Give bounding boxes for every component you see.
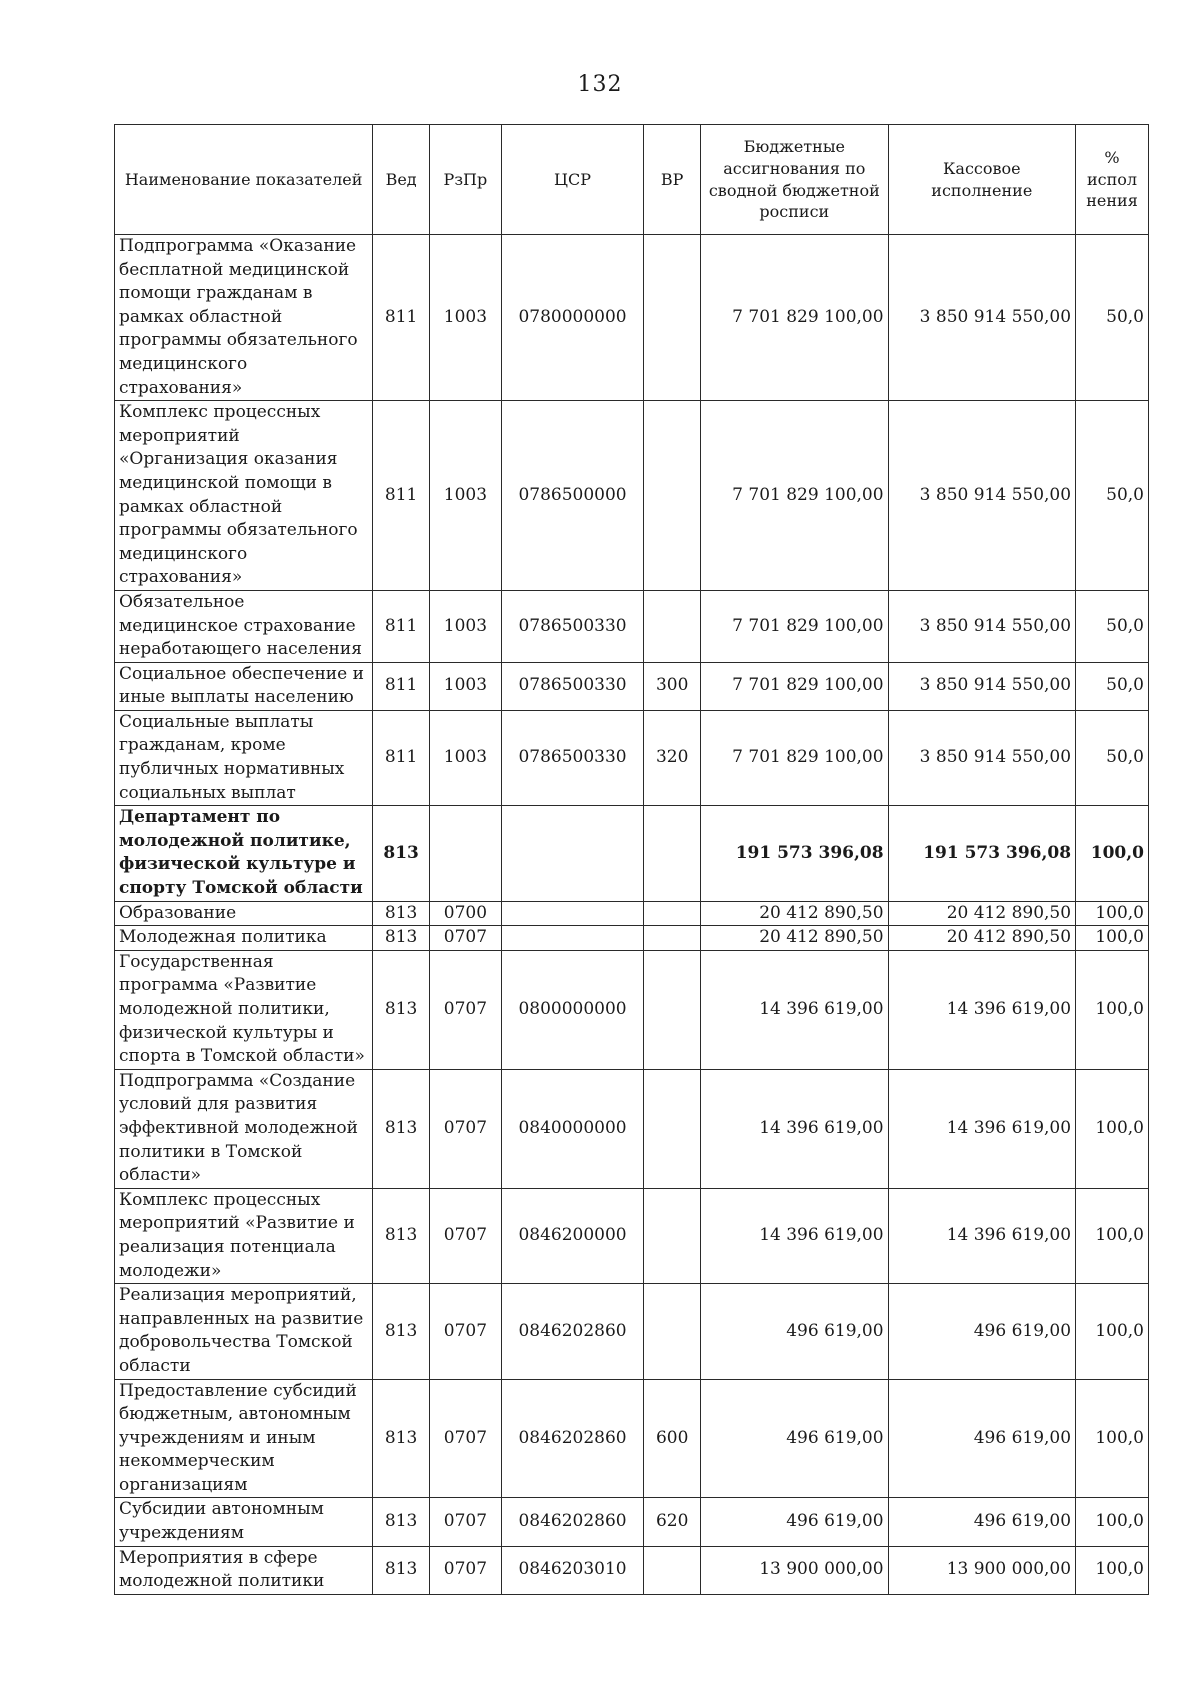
row-vr [644, 401, 701, 591]
row-vr: 300 [644, 662, 701, 710]
row-pct: 100,0 [1076, 1188, 1149, 1283]
row-cash: 3 850 914 550,00 [888, 401, 1076, 591]
row-csr [501, 806, 644, 901]
row-csr: 0846203010 [501, 1546, 644, 1594]
row-name: Субсидии автономным учреждениям [115, 1498, 373, 1546]
row-rzpr: 0707 [430, 1069, 502, 1188]
row-cash: 3 850 914 550,00 [888, 662, 1076, 710]
table-row [115, 1546, 1149, 1594]
row-pct: 50,0 [1076, 710, 1149, 805]
row-budget: 7 701 829 100,00 [701, 401, 889, 591]
row-name: Предоставление субсидий бюджетным, автономным учреждениям и иным некоммерческим организациям [115, 1379, 373, 1498]
row-ved: 811 [373, 235, 430, 401]
row-cash: 3 850 914 550,00 [888, 235, 1076, 401]
row-cash: 13 900 000,00 [888, 1546, 1076, 1594]
table-row [115, 1284, 1149, 1379]
row-ved: 813 [373, 950, 430, 1069]
row-cash: 14 396 619,00 [888, 1188, 1076, 1283]
row-cash: 20 412 890,50 [888, 926, 1076, 951]
row-rzpr: 0707 [430, 1284, 502, 1379]
header-csr: ЦСР [501, 125, 644, 235]
row-name: Социальные выплаты гражданам, кроме публичных нормативных социальных выплат [115, 710, 373, 805]
table-row [115, 901, 1149, 926]
budget-execution-table [114, 124, 1149, 1595]
row-pct: 100,0 [1076, 901, 1149, 926]
row-rzpr: 1003 [430, 710, 502, 805]
row-ved: 811 [373, 401, 430, 591]
row-csr: 0846202860 [501, 1379, 644, 1498]
row-cash: 191 573 396,08 [888, 806, 1076, 901]
row-ved: 811 [373, 662, 430, 710]
table-row [115, 710, 1149, 805]
table-row [115, 401, 1149, 591]
row-budget: 20 412 890,50 [701, 926, 889, 951]
row-name: Государственная программа «Развитие молодежной политики, физической культуры и спорта в Томской области» [115, 950, 373, 1069]
row-pct: 100,0 [1076, 1546, 1149, 1594]
row-pct: 100,0 [1076, 1284, 1149, 1379]
row-budget: 7 701 829 100,00 [701, 590, 889, 662]
row-name: Молодежная политика [115, 926, 373, 951]
row-ved: 813 [373, 926, 430, 951]
row-name: Комплекс процессных мероприятий «Организация оказания медицинской помощи в рамках областной программы обязательного медицинского страхования» [115, 401, 373, 591]
row-rzpr: 1003 [430, 662, 502, 710]
row-budget: 14 396 619,00 [701, 950, 889, 1069]
row-pct: 50,0 [1076, 235, 1149, 401]
row-vr: 600 [644, 1379, 701, 1498]
page-number: 132 [577, 72, 623, 97]
row-csr: 0840000000 [501, 1069, 644, 1188]
row-rzpr: 0700 [430, 901, 502, 926]
row-vr [644, 806, 701, 901]
row-budget: 496 619,00 [701, 1379, 889, 1498]
row-vr [644, 926, 701, 951]
row-name: Обязательное медицинское страхование неработающего населения [115, 590, 373, 662]
row-csr [501, 901, 644, 926]
row-vr [644, 1188, 701, 1283]
table-row [115, 1188, 1149, 1283]
row-rzpr: 0707 [430, 926, 502, 951]
row-csr: 0846200000 [501, 1188, 644, 1283]
row-name: Образование [115, 901, 373, 926]
row-vr [644, 950, 701, 1069]
row-csr: 0786500330 [501, 662, 644, 710]
row-vr [644, 1284, 701, 1379]
header-vr: ВР [644, 125, 701, 235]
row-rzpr: 1003 [430, 401, 502, 591]
row-name: Мероприятия в сфере молодежной политики [115, 1546, 373, 1594]
row-ved: 811 [373, 710, 430, 805]
row-pct: 100,0 [1076, 1498, 1149, 1546]
row-csr: 0786500330 [501, 710, 644, 805]
row-pct: 50,0 [1076, 590, 1149, 662]
row-budget: 7 701 829 100,00 [701, 662, 889, 710]
row-name: Подпрограмма «Оказание бесплатной медицинской помощи гражданам в рамках областной программы обязательного медицинского страхования» [115, 235, 373, 401]
row-cash: 14 396 619,00 [888, 950, 1076, 1069]
header-rzpr: РзПр [430, 125, 502, 235]
row-budget: 191 573 396,08 [701, 806, 889, 901]
row-name: Социальное обеспечение и иные выплаты населению [115, 662, 373, 710]
row-name: Подпрограмма «Создание условий для развития эффективной молодежной политики в Томской области» [115, 1069, 373, 1188]
row-ved: 813 [373, 1284, 430, 1379]
row-cash: 496 619,00 [888, 1498, 1076, 1546]
row-budget: 496 619,00 [701, 1498, 889, 1546]
table-row [115, 1498, 1149, 1546]
row-pct: 50,0 [1076, 662, 1149, 710]
row-rzpr [430, 806, 502, 901]
row-cash: 14 396 619,00 [888, 1069, 1076, 1188]
row-vr [644, 901, 701, 926]
row-rzpr: 1003 [430, 235, 502, 401]
table-row [115, 590, 1149, 662]
row-csr: 0780000000 [501, 235, 644, 401]
row-cash: 496 619,00 [888, 1284, 1076, 1379]
row-vr [644, 590, 701, 662]
row-vr [644, 1546, 701, 1594]
row-rzpr: 0707 [430, 1379, 502, 1498]
row-csr: 0786500330 [501, 590, 644, 662]
row-budget: 13 900 000,00 [701, 1546, 889, 1594]
row-ved: 813 [373, 1069, 430, 1188]
row-vr: 620 [644, 1498, 701, 1546]
row-rzpr: 1003 [430, 590, 502, 662]
table-body [115, 235, 1149, 1595]
row-csr: 0846202860 [501, 1284, 644, 1379]
table-row [115, 950, 1149, 1069]
row-pct: 100,0 [1076, 1379, 1149, 1498]
header-ved: Вед [373, 125, 430, 235]
row-pct: 50,0 [1076, 401, 1149, 591]
row-pct: 100,0 [1076, 1069, 1149, 1188]
row-rzpr: 0707 [430, 1188, 502, 1283]
row-ved: 813 [373, 806, 430, 901]
row-csr: 0786500000 [501, 401, 644, 591]
table-row [115, 806, 1149, 901]
row-ved: 813 [373, 1379, 430, 1498]
row-ved: 813 [373, 901, 430, 926]
row-vr [644, 1069, 701, 1188]
row-name: Комплекс процессных мероприятий «Развитие и реализация потенциала молодежи» [115, 1188, 373, 1283]
row-csr: 0800000000 [501, 950, 644, 1069]
row-cash: 3 850 914 550,00 [888, 710, 1076, 805]
row-cash: 496 619,00 [888, 1379, 1076, 1498]
row-cash: 20 412 890,50 [888, 901, 1076, 926]
row-ved: 813 [373, 1498, 430, 1546]
row-pct: 100,0 [1076, 950, 1149, 1069]
row-vr: 320 [644, 710, 701, 805]
row-rzpr: 0707 [430, 1498, 502, 1546]
row-budget: 14 396 619,00 [701, 1069, 889, 1188]
header-budget: Бюджетные ассигнования по сводной бюджетной росписи [701, 125, 889, 235]
header-name: Наименование показателей [115, 125, 373, 235]
row-pct: 100,0 [1076, 806, 1149, 901]
row-rzpr: 0707 [430, 950, 502, 1069]
row-budget: 20 412 890,50 [701, 901, 889, 926]
row-ved: 813 [373, 1188, 430, 1283]
row-csr: 0846202860 [501, 1498, 644, 1546]
table-row [115, 926, 1149, 951]
row-name: Реализация мероприятий, направленных на развитие добровольчества Томской области [115, 1284, 373, 1379]
row-budget: 7 701 829 100,00 [701, 235, 889, 401]
row-budget: 14 396 619,00 [701, 1188, 889, 1283]
row-budget: 496 619,00 [701, 1284, 889, 1379]
row-vr [644, 235, 701, 401]
table-row [115, 662, 1149, 710]
row-pct: 100,0 [1076, 926, 1149, 951]
table-header-row [115, 125, 1149, 235]
header-pct: % испол нения [1076, 125, 1149, 235]
row-ved: 813 [373, 1546, 430, 1594]
row-csr [501, 926, 644, 951]
row-cash: 3 850 914 550,00 [888, 590, 1076, 662]
row-rzpr: 0707 [430, 1546, 502, 1594]
table-row [115, 1379, 1149, 1498]
row-name: Департамент по молодежной политике, физической культуре и спорту Томской области [115, 806, 373, 901]
row-ved: 811 [373, 590, 430, 662]
table-row [115, 1069, 1149, 1188]
header-cash: Кассовое исполнение [888, 125, 1076, 235]
table-row [115, 235, 1149, 401]
row-budget: 7 701 829 100,00 [701, 710, 889, 805]
